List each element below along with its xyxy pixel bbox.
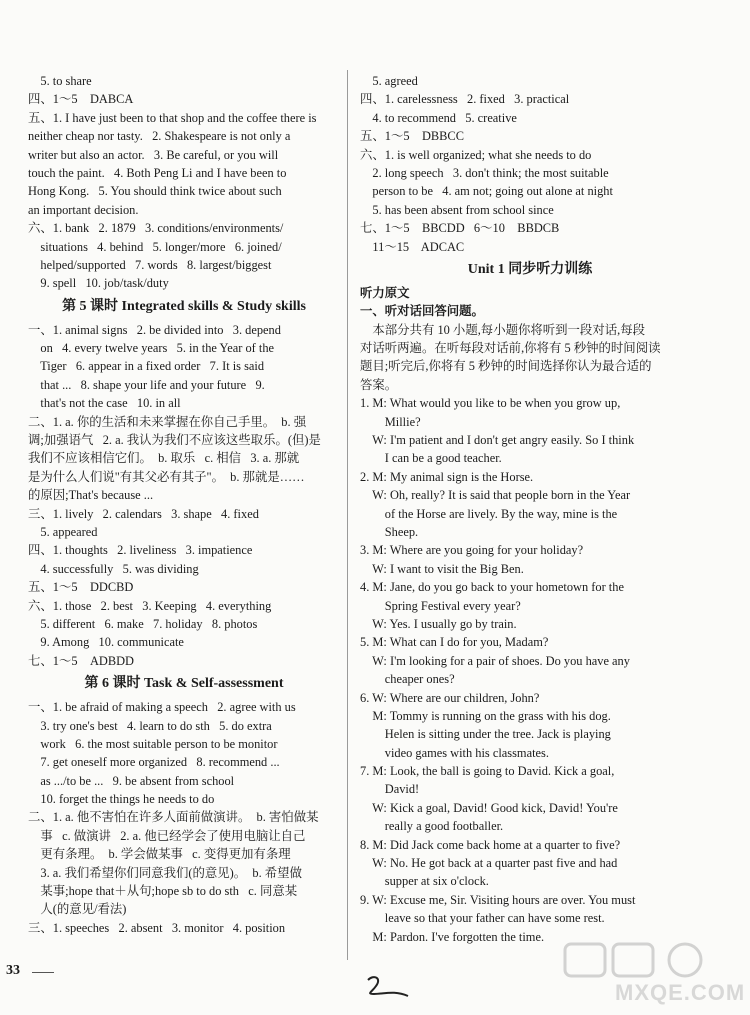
page-number-dash bbox=[32, 972, 54, 973]
text-line: 四、1～5 DABCA bbox=[28, 92, 134, 107]
text-line: M: Tommy is running on the grass with his dog. bbox=[360, 708, 611, 723]
text-line: helped/supported 7. words 8. largest/biggest bbox=[28, 257, 272, 272]
text-line: 7. M: Look, the ball is going to David. Kick a goal, bbox=[360, 764, 615, 779]
text-line: 七、1～5 ADBDD bbox=[28, 653, 135, 668]
text-line: Millie? bbox=[360, 414, 421, 429]
text-line: of the Horse are lively. By the way, mine is the bbox=[360, 506, 618, 521]
text-line: Sheep. bbox=[360, 524, 419, 539]
text-line: 1. M: What would you like to be when you grow up, bbox=[360, 396, 621, 411]
text-line: an important decision. bbox=[28, 202, 139, 217]
text-line: 3. M: Where are you going for your holiday? bbox=[360, 543, 584, 558]
text-line: Hong Kong. 5. You should think twice about such bbox=[28, 184, 282, 199]
text-line: I can be a good teacher. bbox=[360, 451, 502, 466]
text-line: W: Kick a goal, David! Good kick, David! You're bbox=[360, 800, 618, 815]
text-line: 4. M: Jane, do you go back to your hometown for the bbox=[360, 580, 624, 595]
text-line: writer but also an actor. 3. Be careful, or you will bbox=[28, 147, 279, 162]
text-line: David! bbox=[360, 782, 420, 797]
watermark-text: MXQE.COM bbox=[615, 980, 746, 1005]
text-line: 10. forget the things he needs to do bbox=[28, 792, 215, 807]
text-line: really a good footballer. bbox=[360, 819, 504, 834]
text-line: 三、1. lively 2. calendars 3. shape 4. fixed bbox=[28, 506, 259, 521]
subheading: 一、听对话回答问题。 bbox=[360, 304, 484, 319]
text-line: 二、1. a. 他不害怕在许多人面前做演讲。 b. 害怕做某 bbox=[28, 810, 319, 825]
text-line: W: No. He got back at a quarter past five and had bbox=[360, 856, 618, 871]
text-line: Helen is sitting under the tree. Jack is playing bbox=[360, 727, 611, 742]
text-line: 8. M: Did Jack come back home at a quarter to five? bbox=[360, 837, 621, 852]
text-line: 六、1. bank 2. 1879 3. conditions/environments/ bbox=[28, 221, 284, 236]
text-line: 5. appeared bbox=[28, 524, 98, 539]
text-line: leave so that your father can have some rest. bbox=[360, 911, 605, 926]
text-line: 答案。 bbox=[360, 377, 398, 392]
text-line: Tiger 6. appear in a fixed order 7. It is said bbox=[28, 359, 265, 374]
text-line: on 4. every twelve years 5. in the Year of the bbox=[28, 341, 275, 356]
text-line: 四、1. carelessness 2. fixed 3. practical bbox=[360, 92, 570, 107]
text-line: 五、1～5 DDCBD bbox=[28, 580, 134, 595]
watermark-logo bbox=[555, 940, 745, 1010]
text-line: 一、1. animal signs 2. be divided into 3. depend bbox=[28, 322, 281, 337]
text-line: 本部分共有 10 小题,每小题你将听到一段对话,每段 bbox=[360, 322, 645, 337]
subheading: 听力原文 bbox=[360, 285, 410, 300]
text-line: cheaper ones? bbox=[360, 672, 455, 687]
text-line: that ... 8. shape your life and your future 9. bbox=[28, 377, 265, 392]
text-line: 7. get oneself more organized 8. recommend ... bbox=[28, 755, 280, 770]
text-line: 三、1. speeches 2. absent 3. monitor 4. position bbox=[28, 920, 286, 935]
text-line: W: Yes. I usually go by train. bbox=[360, 616, 517, 631]
text-line: 9. W: Excuse me, Sir. Visiting hours are over. You must bbox=[360, 892, 636, 907]
text-line: 题目;听完后,你将有 5 秒钟的时间选择你认为最合适的 bbox=[360, 359, 652, 374]
text-line: 是为什么人们说"有其父必有其子"。 b. 那就是…… bbox=[28, 469, 305, 484]
text-line: 4. successfully 5. was dividing bbox=[28, 561, 199, 576]
text-line: W: I'm looking for a pair of shoes. Do you have any bbox=[360, 653, 630, 668]
text-line: 四、1. thoughts 2. liveliness 3. impatience bbox=[28, 543, 253, 558]
text-line: 五、1. I have just been to that shop and the coffee there is bbox=[28, 110, 317, 125]
text-line: 的原因;That's because ... bbox=[28, 488, 154, 503]
text-line: 5. agreed bbox=[360, 74, 418, 88]
text-line: 我们不应该相信它们。 b. 取乐 c. 相信 3. a. 那就 bbox=[28, 451, 300, 466]
text-line: person to be 4. am not; going out alone at night bbox=[360, 184, 613, 199]
text-line: W: I'm patient and I don't get angry easily. So I think bbox=[360, 433, 635, 448]
text-line: 一、1. be afraid of making a speech 2. agree with us bbox=[28, 700, 296, 715]
text-line: touch the paint. 4. Both Peng Li and I have been to bbox=[28, 165, 287, 180]
text-line: that's not the case 10. in all bbox=[28, 396, 181, 411]
text-line: 3. a. 我们希望你们同意我们(的意见)。 b. 希望做 bbox=[28, 865, 302, 880]
text-line: 2. long speech 3. don't think; the most suitable bbox=[360, 165, 609, 180]
text-line: 五、1～5 DBBCC bbox=[360, 129, 464, 144]
text-line: 六、1. is well organized; what she needs to do bbox=[360, 147, 592, 162]
text-line: 9. Among 10. communicate bbox=[28, 635, 184, 650]
text-line: W: Oh, really? It is said that people born in the Year bbox=[360, 488, 631, 503]
text-line: 某事;hope that＋从句;hope sb to do sth c. 同意某 bbox=[28, 884, 298, 899]
text-line: 6. W: Where are our children, John? bbox=[360, 690, 540, 705]
text-line: 二、1. a. 你的生活和未来掌握在你自己手里。 b. 强 bbox=[28, 414, 307, 429]
text-line: 对话听两遍。在听每段对话前,你将有 5 秒钟的时间阅读 bbox=[360, 341, 661, 356]
text-line: 5. M: What can I do for you, Madam? bbox=[360, 635, 549, 650]
text-line: 3. try one's best 4. learn to do sth 5. do extra bbox=[28, 718, 272, 733]
section-heading: 第 5 课时 Integrated skills & Study skills bbox=[62, 298, 306, 314]
text-line: 人(的意见/看法) bbox=[28, 902, 127, 917]
text-line: 事 c. 做演讲 2. a. 他已经学会了使用电脑让自己 bbox=[28, 828, 306, 843]
text-line: W: I want to visit the Big Ben. bbox=[360, 561, 524, 576]
text-line: as .../to be ... 9. be absent from school bbox=[28, 773, 235, 788]
page-number: 33 bbox=[6, 963, 20, 978]
text-line: 4. to recommend 5. creative bbox=[360, 110, 517, 125]
column-divider bbox=[347, 70, 348, 960]
text-line: 六、1. those 2. best 3. Keeping 4. everything bbox=[28, 598, 272, 613]
text-line: neither cheap nor tasty. 2. Shakespeare is not only a bbox=[28, 129, 291, 144]
text-line: 2. M: My animal sign is the Horse. bbox=[360, 469, 534, 484]
handwritten-squiggle bbox=[360, 972, 420, 1002]
text-line: 11～15 ADCAC bbox=[360, 239, 465, 254]
text-line: 更有条理。 b. 学会做某事 c. 变得更加有条理 bbox=[28, 847, 291, 862]
text-line: 5. different 6. make 7. holiday 8. photos bbox=[28, 616, 258, 631]
text-line: 5. to share bbox=[28, 74, 92, 88]
text-line: 9. spell 10. job/task/duty bbox=[28, 276, 169, 291]
text-line: video games with his classmates. bbox=[360, 745, 549, 760]
text-line: work 6. the most suitable person to be monitor bbox=[28, 736, 278, 751]
right-column bbox=[360, 72, 700, 946]
text-line: situations 4. behind 5. longer/more 6. joined/ bbox=[28, 239, 282, 254]
text-line: supper at six o'clock. bbox=[360, 874, 489, 889]
left-column bbox=[28, 72, 340, 937]
text-line: M: Pardon. I've forgotten the time. bbox=[360, 929, 545, 944]
section-heading: Unit 1 同步听力训练 bbox=[467, 261, 593, 277]
text-line: 调;加强语气 2. a. 我认为我们不应该这些取乐。(但)是 bbox=[28, 433, 321, 448]
text-line: 5. has been absent from school since bbox=[360, 202, 554, 217]
section-heading: 第 6 课时 Task & Self-assessment bbox=[84, 676, 284, 692]
text-line: 七、1～5 BBCDD 6～10 BBDCB bbox=[360, 221, 560, 236]
text-line: Spring Festival every year? bbox=[360, 598, 521, 613]
